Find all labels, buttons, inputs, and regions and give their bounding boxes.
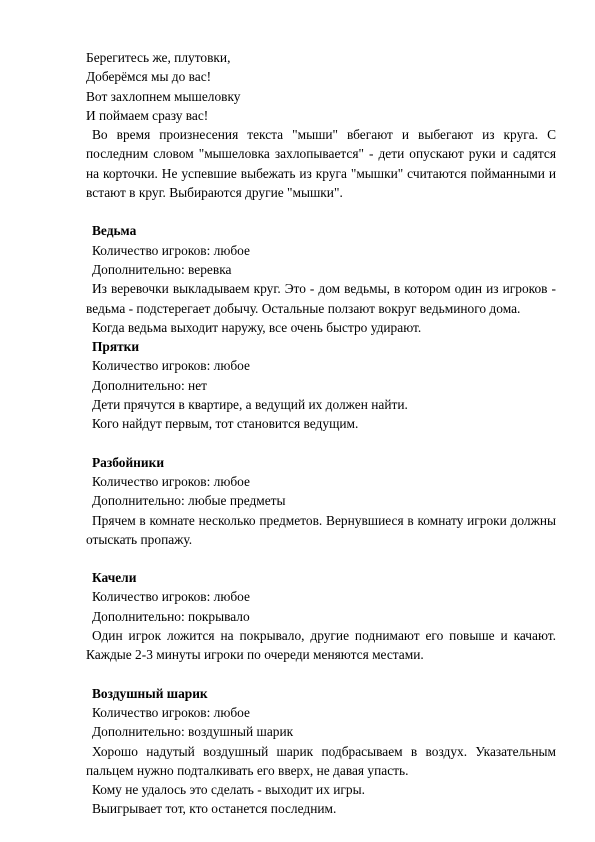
game-extra: Дополнительно: воздушный шарик [92,724,294,740]
poem-line: И поймаем сразу вас! [86,107,209,123]
game-section-witch [86,221,556,337]
intro-paragraph: Во время произнесения текста "мыши" вбегают и выбегают из круга. С последним словом "мышеловка захлопывается" - дети опускают руки и садятся на корточки. Не успевшие выбежать из круга "мышки" считаются пойманными и встают в круг. Выбираются другие "мышки". [86,127,556,201]
game-section-balloon [86,684,556,819]
game-extra: Дополнительно: веревка [92,261,232,277]
game-extra: Дополнительно: любые предметы [92,493,286,509]
poem-line: Доберёмся мы до вас! [86,69,212,85]
game-description: Один игрок ложится на покрывало, другие поднимают его повыше и качают. Каждые 2-3 минуты игроки по очереди меняются местами. [86,628,556,663]
game-description: Кому не удалось это сделать - выходит их игры. [92,782,365,798]
game-title: Ведьма [92,223,137,239]
game-description: Прячем в комнате несколько предметов. Вернувшиеся в комнату игроки должны отыскать пропажу. [86,512,556,547]
game-title: Разбойники [92,454,165,470]
game-description: Выигрывает тот, кто останется последним. [92,801,337,817]
document-page [86,48,556,819]
game-section-robbers [86,453,556,549]
game-description: Когда ведьма выходит наружу, все очень быстро удирают. [92,319,422,335]
game-section-hide-and-seek [86,337,556,433]
game-players: Количество игроков: любое [92,242,250,258]
game-players: Количество игроков: любое [92,358,250,374]
poem-line: Вот захлопнем мышеловку [86,88,241,104]
game-title: Качели [92,570,137,586]
game-players: Количество игроков: любое [92,473,250,489]
game-description: Дети прячутся в квартире, а ведущий их должен найти. [92,397,408,413]
poem-line: Берегитесь же, плутовки, [86,50,231,65]
game-title: Воздушный шарик [92,685,208,701]
game-extra: Дополнительно: нет [92,377,208,393]
game-players: Количество игроков: любое [92,589,250,605]
game-description: Хорошо надутый воздушный шарик подбрасываем в воздух. Указательным пальцем нужно подталкивать его вверх, не давая упасть. [86,743,556,778]
game-title: Прятки [92,339,140,355]
game-description: Кого найдут первым, тот становится ведущим. [92,416,359,432]
game-description: Из веревочки выкладываем круг. Это - дом ведьмы, в котором один из игроков - ведьма - подстерегает добычу. Остальные ползают вокруг ведьминого дома. [86,281,556,316]
poem [86,48,556,125]
game-players: Количество игроков: любое [92,704,250,720]
game-extra: Дополнительно: покрывало [92,608,250,624]
game-section-swing [86,568,556,664]
